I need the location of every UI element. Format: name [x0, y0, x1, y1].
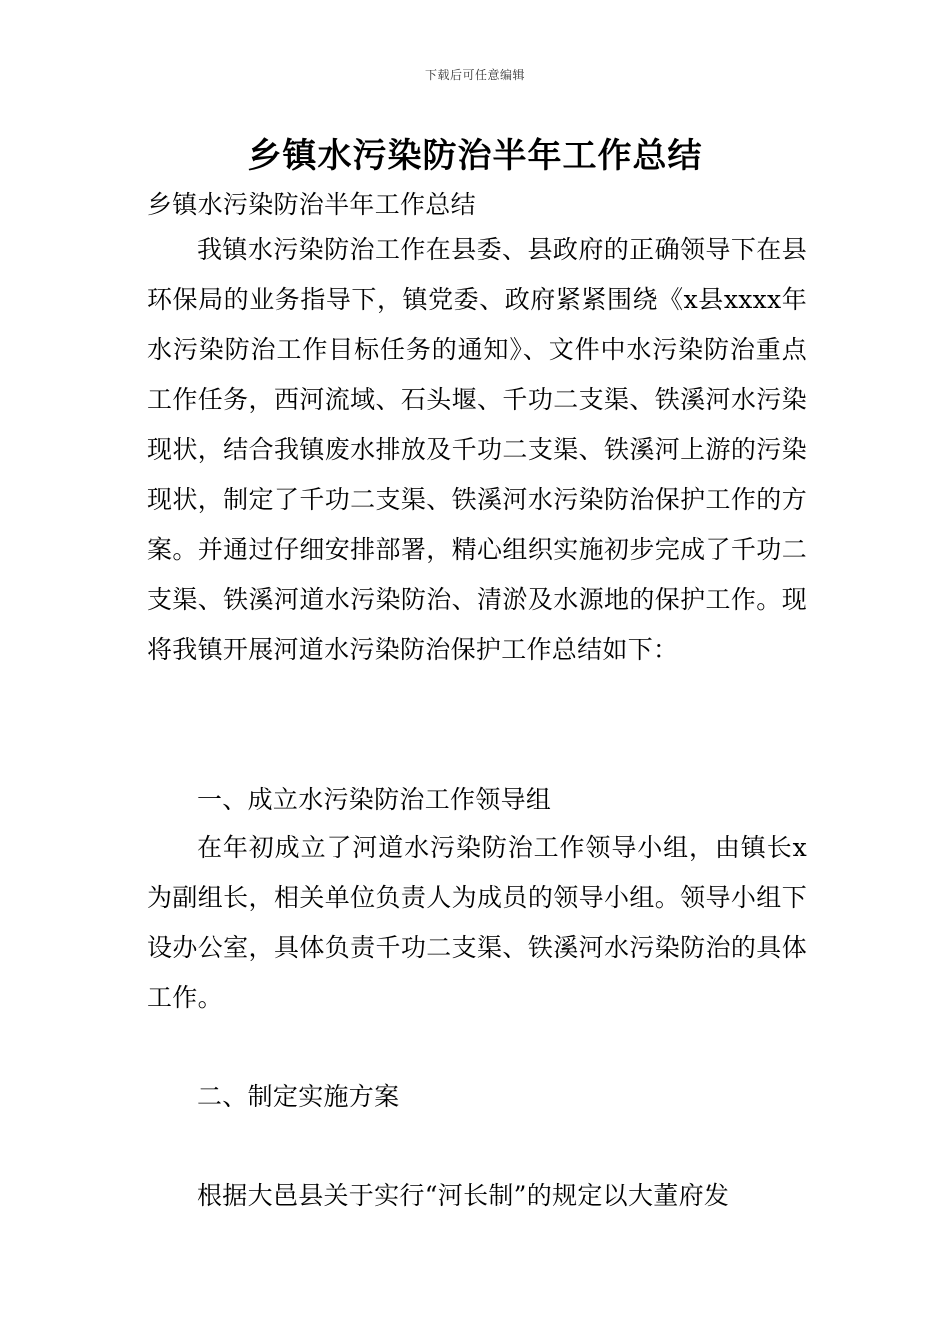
paragraph-intro: 我镇水污染防治工作在县委、县政府的正确领导下在县环保局的业务指导下，镇党委、政府紧紧围绕《x县xxxx年水污染防治工作目标任务的通知》、文件中水污染防治重点工作任务，西河流域、石头堰、千功二支渠、铁溪河水污染现状，结合我镇废水排放及千功二支渠、铁溪河上游的污染现状，制定了千功二支渠、铁溪河水污染防治保护工作的方案。并通过仔细安排部署，精心组织实施初步完成了千功二支渠、铁溪河道水污染防治、清淤及水源地的保护工作。现将我镇开展河道水污染防治保护工作总结如下： — [147, 235, 807, 664]
document-subtitle: 乡镇水污染防治半年工作总结 — [147, 190, 476, 219]
document-title: 乡镇水污染防治半年工作总结 — [247, 136, 703, 176]
header-note: 下载后可任意编辑 — [424, 68, 525, 82]
paragraph-implementation-plan: 根据大邑县关于实行“河长制”的规定以大董府发 — [197, 1181, 730, 1210]
paragraph-leadership-group: 在年初成立了河道水污染防治工作领导小组，由镇长x为副组长，相关单位负责人为成员的领导小组。领导小组下设办公室，具体负责千功二支渠、铁溪河水污染防治的具体工作。 — [147, 833, 807, 1012]
section-heading-2: 二、制定实施方案 — [197, 1082, 400, 1111]
section-heading-1: 一、成立水污染防治工作领导组 — [197, 785, 552, 814]
